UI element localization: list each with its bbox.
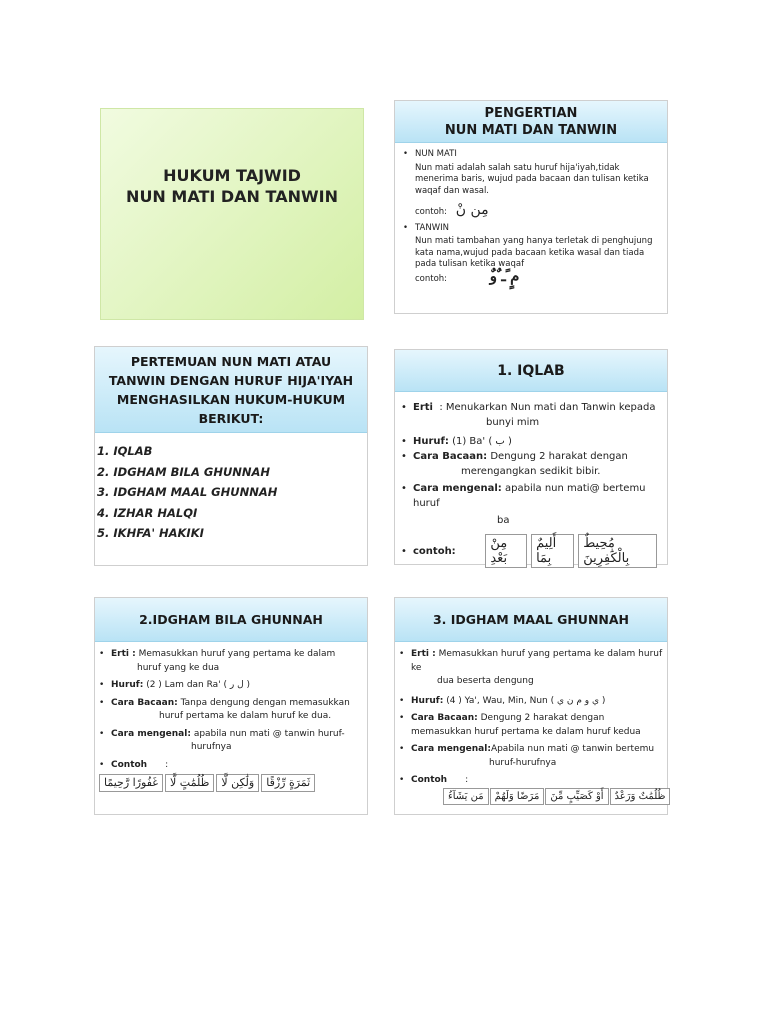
cara-mengenal-text-2: huruf-hurufnya [489, 757, 557, 768]
example-box: مَرَضًا وَلَهُمْ [490, 788, 545, 806]
example-box: ثَمَرَةٍ رِّزْقًا [261, 774, 315, 792]
pertemuan-slide [94, 346, 368, 566]
huruf-label: Huruf: [111, 680, 144, 690]
cara-mengenal-text: apabila nun mati @ tanwin huruf- [193, 728, 345, 739]
erti-text: : Menukarkan Nun mati dan Tanwin kepada [439, 402, 656, 413]
cara-bacaan-label: Cara Bacaan: [111, 697, 178, 708]
contoh-colon: : [165, 759, 169, 770]
cara-bacaan-text-2: huruf pertama ke dalam huruf ke dua. [159, 711, 332, 721]
list-item: 4. IZHAR HALQI [97, 505, 198, 520]
cara-mengenal-text: Apabila nun mati @ tanwin bertemu [490, 744, 655, 754]
erti-text-2: dua beserta dengung [437, 676, 534, 686]
example-box: أَوْ كَصَيِّبٍ مِّنَ [545, 788, 608, 806]
cara-mengenal-label: Cara mengenal: [413, 483, 502, 494]
list-item: 1. IQLAB [97, 444, 153, 458]
erti-text: Memasukkan huruf yang pertama ke dalam [138, 649, 336, 659]
iqlab-slide: 1. IQLAB • Erti : Menukarkan Nun mati dan Tanwin kepada bunyi mim • Huruf: (1) Ba' ( ب ) • Cara Bacaan: Dengung 2 harakat dengan merengangkan sedikit bibir. • Cara mengenal: apabila nun mati@ bertemu huruf ba • contoh: مِنْ بَعْدِ أَلِيمٌ بِمَا مُحِيطٌ بِالْكَٰفِرِينَ [394, 349, 668, 565]
cara-bacaan-text-2: memasukkan huruf pertama ke dalam huruf kedua [411, 726, 641, 737]
example-box: مُحِيطٌ بِالْكَٰفِرِينَ [578, 534, 657, 568]
contoh-colon: : [465, 775, 469, 785]
idgham-bila-ghunnah-slide: 2.IDGHAM BILA GHUNNAH • Erti : Memasukkan huruf yang pertama ke dalam huruf yang ke dua • Huruf: (2 ) Lam dan Ra' ( ل ر ) • Cara Bacaan: Tanpa dengung dengan memasukkan huruf pertama ke dalam huruf ke dua. • Cara mengenal: apabila nun mati @ tanwin huruf- hurufnya • Contoh : غَفُورًا رَّحِيمًا ظُلُمَٰتٍ لَّا وَلَٰكِن لَّا ثَمَرَةٍ رِّزْقًا [94, 597, 368, 815]
hukum-list [95, 433, 367, 544]
huruf-text: (4 ) Ya', Wau, Min, Nun ( ي و م ن ي ) [446, 695, 606, 706]
cara-mengenal-text-2: ba [497, 515, 510, 526]
pertemuan-title-2: TANWIN DENGAN HURUF HIJA'IYAH [108, 372, 354, 388]
list-item: 5. IKHFA' HAKIKI [97, 526, 204, 540]
huruf-label: Huruf: [411, 695, 444, 706]
pengertian-title-2: NUN MATI DAN TANWIN [444, 122, 618, 138]
list-item: 2. IDGHAM BILA GHUNNAH [97, 464, 271, 479]
pertemuan-title-1: PERTEMUAN NUN MATI ATAU [130, 353, 332, 369]
example-box: ظُلُمَٰتٌ وَرَعْدٌ [610, 788, 671, 806]
idgham-maal-title: 3. IDGHAM MAAL GHUNNAH [432, 612, 630, 627]
erti-text-2: huruf yang ke dua [137, 662, 220, 673]
nun-mati-example: مِن نْ [455, 202, 489, 218]
pengertian-title-1: PENGERTIAN [484, 105, 578, 121]
cara-mengenal-text: apabila nun mati@ bertemu huruf [413, 483, 646, 509]
bullet-icon: • [403, 222, 409, 233]
erti-label: Erti : [111, 649, 136, 659]
cara-bacaan-label: Cara Bacaan: [413, 451, 488, 462]
pengertian-slide [394, 100, 668, 314]
cara-bacaan-text: Tanpa dengung dengan memasukkan [180, 697, 350, 708]
cara-mengenal-text-2: hurufnya [191, 742, 232, 752]
cara-bacaan-text-2: merengangkan sedikit bibir. [461, 466, 601, 477]
example-box: مِنْ بَعْدِ [485, 534, 527, 568]
contoh-label: contoh: [415, 207, 448, 217]
cara-bacaan-label: Cara Bacaan: [411, 713, 478, 723]
cara-bacaan-text: Dengung 2 harakat dengan [490, 451, 628, 462]
tanwin-definition: Nun mati tambahan yang hanya terletak di penghujung kata nama,wujud pada bacaan ketika wasal dan tiada pada tulisan ketika waqaf [415, 236, 653, 269]
pertemuan-title-3: MENGHASILKAN HUKUM-HUKUM [116, 391, 346, 407]
contoh-label: Contoh [111, 759, 148, 770]
example-box: مَن يَشَآءُ [443, 788, 489, 806]
list-item: 3. IDGHAM MAAL GHUNNAH [97, 485, 278, 499]
erti-text-2: bunyi mim [486, 417, 540, 428]
idgham-bila-title: 2.IDGHAM BILA GHUNNAH [139, 612, 323, 627]
erti-label: Erti [413, 402, 433, 413]
cara-mengenal-label: Cara mengenal: [411, 744, 491, 754]
title-line-2: NUN MATI DAN TANWIN [126, 187, 338, 206]
cara-mengenal-label: Cara mengenal: [111, 728, 191, 739]
contoh-label: Contoh [411, 775, 448, 785]
contoh-label: contoh: [415, 273, 448, 284]
example-box: غَفُورًا رَّحِيمًا [99, 774, 163, 792]
contoh-label: contoh: [413, 545, 456, 557]
title-line-1: HUKUM TAJWID [163, 166, 301, 185]
title-slide [100, 108, 364, 320]
nun-mati-label: NUN MATI [415, 149, 457, 159]
tanwin-label: TANWIN [415, 222, 449, 233]
huruf-label: Huruf: [413, 436, 449, 447]
idgham-maal-ghunnah-slide: 3. IDGHAM MAAL GHUNNAH • Erti : Memasukkan huruf yang pertama ke dalam huruf ke dua beserta dengung • Huruf: (4 ) Ya', Wau, Min, Nun ( ي و م ن ي ) • Cara Bacaan: Dengung 2 harakat dengan memasukkan huruf pertama ke dalam huruf kedua • Cara mengenal:Apabila nun mati @ tanwin bertemu huruf-hurufnya • Contoh : مَن يَشَآءُ مَرَضًا وَلَهُمْ أَوْ كَصَيِّبٍ مِّنَ ظُلُمَٰتٌ وَرَعْدٌ [394, 597, 668, 815]
erti-text: Memasukkan huruf yang pertama ke dalam huruf ke [411, 649, 663, 673]
bullet-icon: • [403, 149, 409, 159]
iqlab-title: 1. IQLAB [497, 362, 565, 379]
huruf-text: (2 ) Lam dan Ra' ( ل ر ) [146, 680, 251, 690]
nun-mati-definition: Nun mati adalah salah satu huruf hija'iyah,tidak menerima baris, wujud pada bacaan dan tulisan ketika waqaf dan wasal. [415, 162, 649, 196]
huruf-text: (1) Ba' ( ب ) [452, 436, 512, 447]
cara-bacaan-text: Dengung 2 harakat dengan [480, 713, 605, 723]
example-box: وَلَٰكِن لَّا [216, 774, 259, 792]
example-box: أَلِيمٌ بِمَا [531, 534, 574, 568]
example-box: ظُلُمَٰتٍ لَّا [165, 774, 214, 792]
erti-label: Erti : [411, 649, 436, 659]
pertemuan-title-4: BERIKUT: [198, 410, 264, 426]
tanwin-example: ٌمٍ ًـ ٌو [489, 266, 520, 285]
